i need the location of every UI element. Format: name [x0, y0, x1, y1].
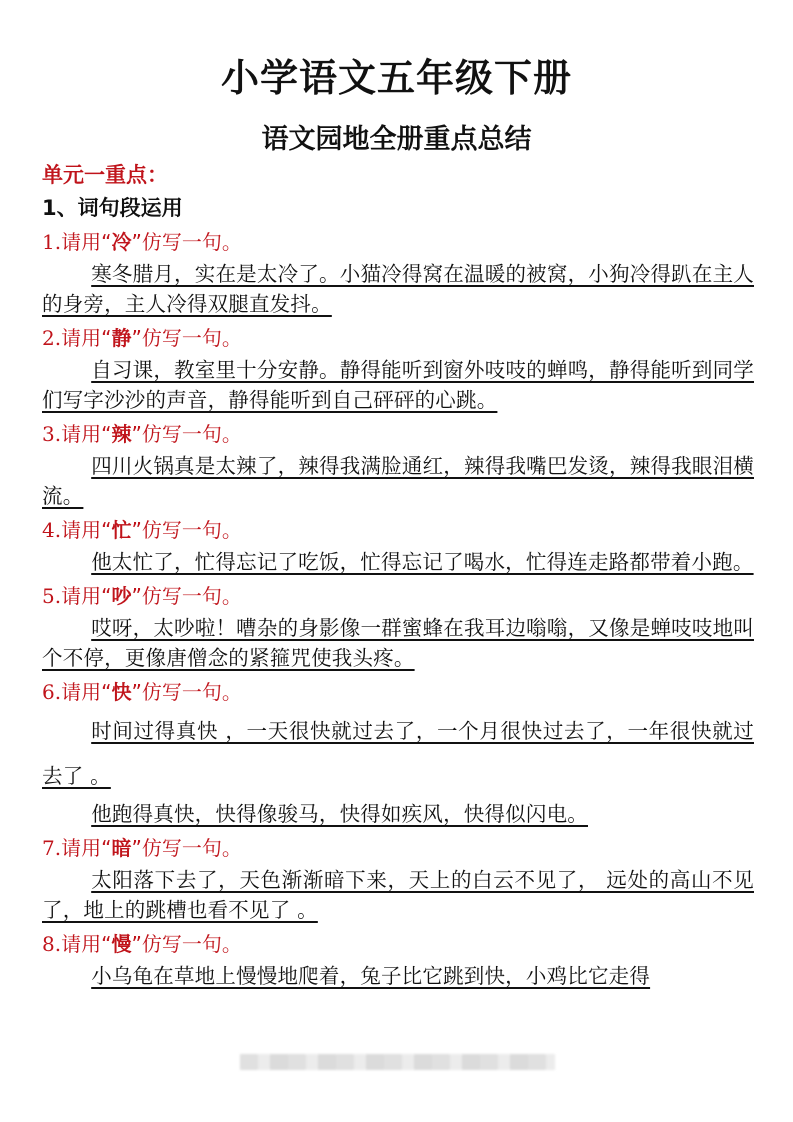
answer-text: [42, 259, 754, 319]
question-number: 5.: [42, 584, 62, 608]
question-keyword: 冷: [111, 230, 132, 254]
question-prompt: [42, 580, 754, 613]
exercise-item: [42, 322, 754, 415]
question-prefix: 请用“: [61, 932, 112, 956]
question-suffix: ”仿写一句。: [131, 680, 242, 704]
question-number: 4.: [42, 518, 62, 542]
question-prefix: 请用“: [61, 584, 112, 608]
question-prefix: 请用“: [61, 422, 112, 446]
page-title: 小学语文五年级下册: [220, 56, 572, 100]
exercise-list: [42, 226, 754, 994]
question-suffix: ”仿写一句。: [131, 518, 242, 542]
watermark: ​: [343, 744, 386, 778]
exercise-item: [42, 928, 754, 991]
question-keyword: 吵: [111, 584, 132, 608]
question-keyword: 暗: [111, 836, 132, 860]
unit-heading: 单元一重点：: [42, 163, 168, 187]
page-subtitle: 语文园地全册重点总结: [261, 124, 532, 155]
question-prefix: 请用“: [61, 518, 112, 542]
blurred-footer-text: [240, 1054, 555, 1070]
question-suffix: ”仿写一句。: [131, 836, 242, 860]
question-keyword: 忙: [111, 518, 132, 542]
question-keyword: 辣: [111, 422, 132, 446]
question-prompt: [42, 322, 754, 355]
answer-text: [42, 799, 754, 829]
answer-text: [42, 355, 754, 415]
question-number: 2.: [42, 326, 62, 350]
answer-text: [42, 451, 754, 511]
answer-line: 小乌龟在草地上慢慢地爬着，兔子比它跳到快，小鸡比它走得: [91, 964, 651, 988]
answer-line: 时间过得真快 ，一天很快就过去了，一个月很快过去了，一年很快就过去了 。: [42, 719, 754, 788]
answer-line: 自习课，教室里十分安静。静得能听到窗外吱吱的蝉鸣，静得能听到同学们写字沙沙的声音，静得能听到自己砰砰的心跳。: [42, 358, 754, 412]
answer-text: [42, 547, 754, 577]
question-prompt: [42, 832, 754, 865]
answer-text: [42, 961, 754, 991]
question-number: 1.: [42, 230, 62, 254]
answer-line: 四川火锅真是太辣了，辣得我满脸通红，辣得我嘴巴发烫，辣得我眼泪横流。: [42, 454, 754, 508]
question-prompt: [42, 928, 754, 961]
question-suffix: ”仿写一句。: [131, 422, 242, 446]
question-suffix: ”仿写一句。: [131, 584, 242, 608]
question-suffix: ”仿写一句。: [131, 932, 242, 956]
answer-line: 寒冬腊月，实在是太冷了。小猫冷得窝在温暖的被窝，小狗冷得趴在主人的身旁，主人冷得双腿直发抖。: [42, 262, 754, 316]
answer-line: 他跑得真快，快得像骏马，快得如疾风，快得似闪电。: [91, 802, 588, 826]
question-prefix: 请用“: [61, 230, 112, 254]
answer-line: 他太忙了，忙得忘记了吃饭，忙得忘记了喝水，忙得连走路都带着小跑。: [91, 550, 754, 574]
question-number: 8.: [42, 932, 62, 956]
answer-line: 哎呀，太吵啦！嘈杂的身影像一群蜜蜂在我耳边嗡嗡，又像是蝉吱吱地叫个不停，更像唐僧念的紧箍咒使我头疼。: [42, 616, 754, 670]
exercise-item: [42, 226, 754, 319]
question-keyword: 快: [111, 680, 132, 704]
question-number: 3.: [42, 422, 62, 446]
question-prompt: [42, 514, 754, 547]
question-prefix: 请用“: [61, 836, 112, 860]
question-prompt: [42, 418, 754, 451]
question-suffix: ”仿写一句。: [131, 230, 242, 254]
question-number: 7.: [42, 836, 62, 860]
question-keyword: 静: [111, 326, 132, 350]
exercise-item: [42, 418, 754, 511]
question-suffix: ”仿写一句。: [131, 326, 242, 350]
question-keyword: 慢: [111, 932, 132, 956]
question-prefix: 请用“: [61, 680, 112, 704]
question-prompt: [42, 226, 754, 259]
answer-line: 太阳落下去了，天色渐渐暗下来，天上的白云不见了， 远处的高山不见了，地上的跳槽也看不见了 。: [42, 868, 754, 922]
answer-text: [42, 865, 754, 925]
section-heading: 1、词句段运用: [42, 196, 183, 220]
question-number: 6.: [42, 680, 62, 704]
question-prefix: 请用“: [61, 326, 112, 350]
exercise-item: [42, 514, 754, 577]
exercise-item: [42, 832, 754, 925]
